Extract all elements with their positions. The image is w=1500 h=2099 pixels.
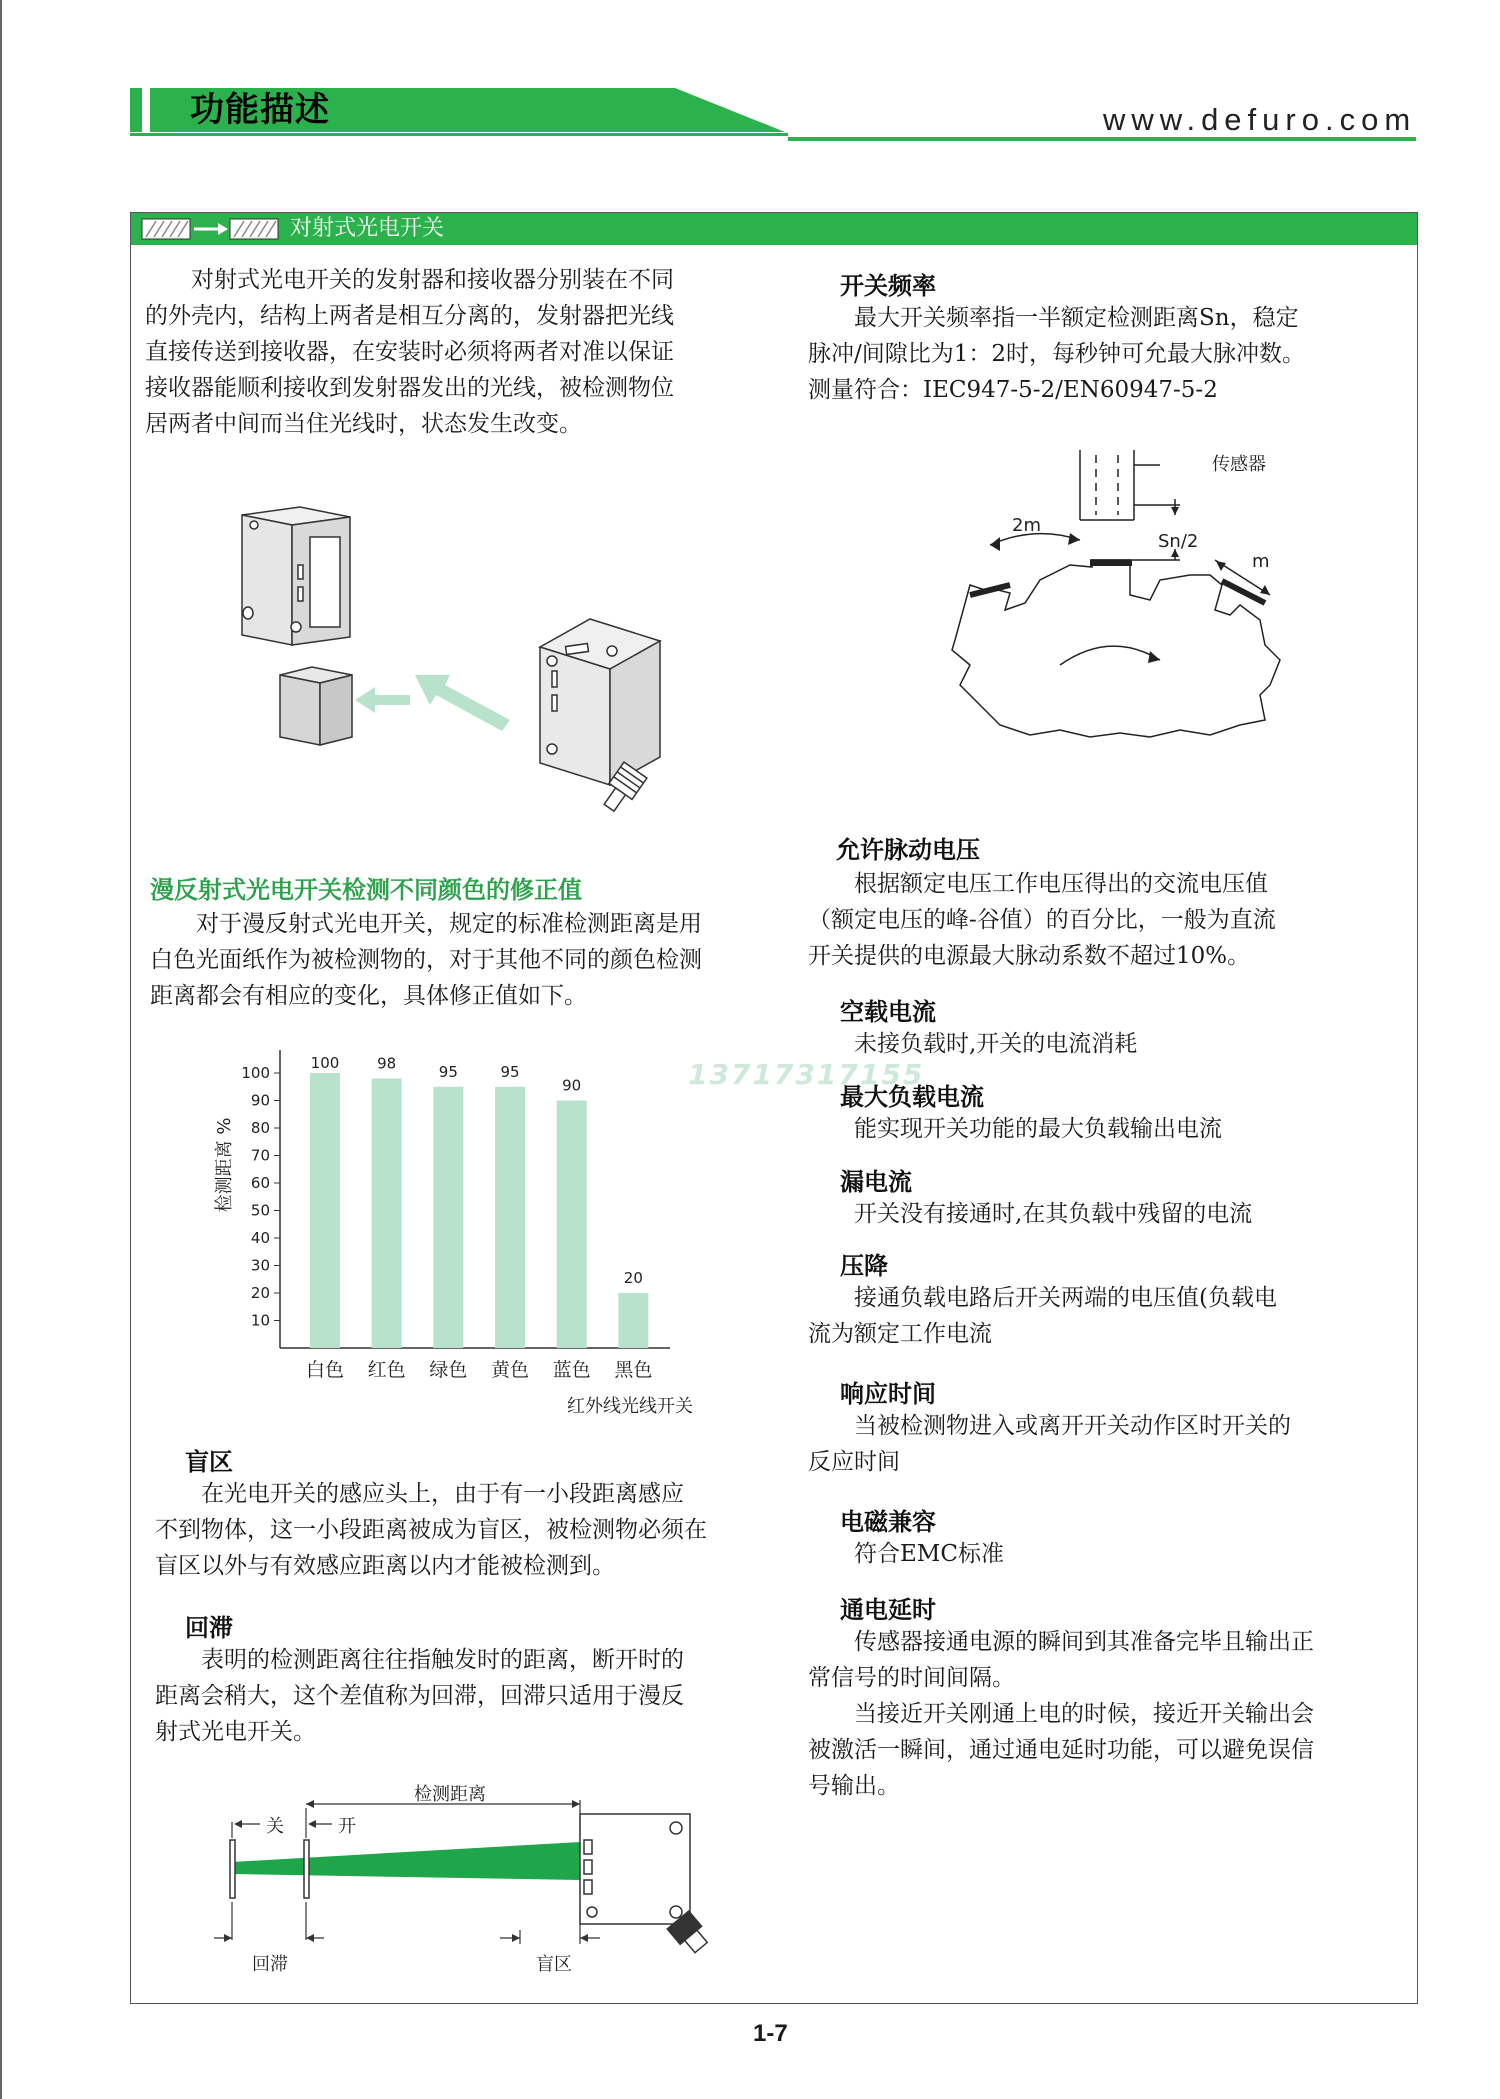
text-line: 测量符合：IEC947-5-2/EN60947-5-2 bbox=[808, 377, 1218, 403]
switching-frequency-paragraph bbox=[808, 300, 1408, 408]
text-line: 脉冲/间隙比为1：2时，每秒钟可允最大脉冲数。 bbox=[808, 341, 1306, 367]
hysteresis-diagram bbox=[200, 1780, 720, 1980]
text-line: 表明的检测距离往往指触发时的距离，断开时的 bbox=[155, 1647, 684, 1673]
text-line: 符合EMC标准 bbox=[808, 1541, 1004, 1567]
response-time-text bbox=[808, 1408, 1408, 1480]
color-correction-heading: 漫反射式光电开关检测不同颜色的修正值 bbox=[150, 876, 582, 904]
text-line: 开关没有接通时,在其负载中残留的电流 bbox=[808, 1201, 1253, 1227]
text-line: 能实现开关功能的最大负载输出电流 bbox=[808, 1116, 1222, 1142]
y-tick-label: 70 bbox=[250, 1146, 270, 1165]
hysteresis-label: 回滞 bbox=[252, 1954, 288, 1975]
text-line: 距离会稍大，这个差值称为回滞，回滞只适用于漫反 bbox=[155, 1683, 684, 1709]
header-rule bbox=[788, 137, 1416, 141]
through-beam-illustration bbox=[230, 495, 710, 825]
text-line: 传感器接通电源的瞬间到其准备完毕且输出正 bbox=[808, 1629, 1314, 1655]
text-line: 常信号的时间间隔。 bbox=[808, 1665, 1015, 1691]
leakage-current-heading: 漏电流 bbox=[840, 1168, 912, 1196]
bar-value-label: 20 bbox=[623, 1269, 643, 1287]
text-line: 未接负载时,开关的电流消耗 bbox=[808, 1031, 1138, 1057]
sensor-label: 传感器 bbox=[1212, 454, 1266, 475]
bar-value-label: 100 bbox=[310, 1054, 340, 1072]
voltage-drop-heading: 压降 bbox=[840, 1252, 888, 1280]
category-label: 绿色 bbox=[429, 1359, 468, 1381]
leakage-current-text bbox=[808, 1196, 1408, 1232]
hysteresis-paragraph bbox=[155, 1642, 775, 1750]
category-label: 红色 bbox=[367, 1359, 406, 1381]
text-line: 在光电开关的感应头上，由于有一小段距离感应 bbox=[155, 1481, 684, 1507]
text-line: 的外壳内，结构上两者是相互分离的，发射器把光线 bbox=[145, 303, 674, 329]
bar-value-label: 95 bbox=[500, 1062, 520, 1081]
section-title: 对射式光电开关 bbox=[290, 216, 445, 241]
bar-5 bbox=[618, 1293, 648, 1348]
emc-heading: 电磁兼容 bbox=[840, 1508, 936, 1536]
emitter-sensor bbox=[242, 507, 350, 645]
y-axis-label: 检测距离 % bbox=[214, 1117, 235, 1213]
y-tick-label: 80 bbox=[250, 1119, 270, 1137]
blind-zone-heading: 盲区 bbox=[185, 1448, 233, 1476]
on-plate bbox=[304, 1840, 309, 1898]
y-tick-label: 60 bbox=[250, 1174, 270, 1192]
text-line: 当被检测物进入或离开开关动作区时开关的 bbox=[808, 1413, 1291, 1439]
y-tick-label: 20 bbox=[250, 1284, 270, 1302]
voltage-drop-text bbox=[808, 1280, 1408, 1352]
emitter-receiver-icon bbox=[140, 217, 280, 241]
detection-beam bbox=[232, 1842, 580, 1880]
bar-3 bbox=[495, 1087, 525, 1348]
chart-caption: 红外线光线开关 bbox=[567, 1396, 693, 1417]
power-on-delay-heading: 通电延时 bbox=[840, 1596, 936, 1624]
switching-frequency-diagram bbox=[940, 445, 1300, 745]
two-m-label: 2m bbox=[1012, 515, 1041, 536]
bar-0 bbox=[310, 1073, 340, 1348]
light-arrows bbox=[355, 675, 510, 731]
bar-2 bbox=[433, 1087, 463, 1348]
sn-half-label: Sn/2 bbox=[1158, 531, 1199, 552]
text-line: 距离都会有相应的变化，具体修正值如下。 bbox=[150, 983, 587, 1009]
emc-text bbox=[808, 1536, 1408, 1572]
receiver-sensor bbox=[540, 619, 660, 816]
bar-value-label: 98 bbox=[377, 1054, 397, 1073]
text-line: 接通负载电路后开关两端的电压值(负载电 bbox=[808, 1285, 1277, 1311]
text-line: 开关提供的电源最大脉动系数不超过10%。 bbox=[808, 943, 1251, 969]
bar-4 bbox=[557, 1101, 587, 1349]
hysteresis-heading: 回滞 bbox=[185, 1614, 233, 1642]
text-line: 号输出。 bbox=[808, 1773, 900, 1799]
text-line: 直接传送到接收器，在安装时必须将两者对准以保证 bbox=[145, 339, 674, 365]
off-label: 关 bbox=[266, 1816, 284, 1837]
text-line: 流为额定工作电流 bbox=[808, 1321, 992, 1347]
y-tick-label: 40 bbox=[250, 1229, 270, 1247]
text-line: 对于漫反射式光电开关，规定的标准检测距离是用 bbox=[150, 911, 702, 937]
page-title: 功能描述 bbox=[190, 90, 330, 130]
blind-zone-label: 盲区 bbox=[536, 1954, 572, 1975]
text-line: 接收器能顺利接收到发射器发出的光线，被检测物位 bbox=[145, 375, 674, 401]
category-label: 白色 bbox=[305, 1359, 345, 1381]
site-url: www.defuro.com bbox=[1103, 102, 1417, 137]
through-beam-paragraph bbox=[145, 262, 765, 442]
text-line: 射式光电开关。 bbox=[155, 1719, 316, 1745]
target-object bbox=[280, 667, 352, 745]
color-correction-paragraph bbox=[150, 906, 780, 1014]
switching-frequency-heading: 开关频率 bbox=[840, 272, 936, 300]
header-rule-left bbox=[130, 133, 788, 136]
text-line: 不到物体，这一小段距离被成为盲区，被检测物必须在 bbox=[155, 1517, 707, 1543]
no-load-current-text bbox=[808, 1026, 1408, 1062]
y-tick-label: 100 bbox=[241, 1064, 270, 1082]
bar-value-label: 95 bbox=[438, 1062, 458, 1081]
off-plate bbox=[230, 1840, 235, 1898]
header-accent bbox=[130, 88, 142, 132]
category-label: 黑色 bbox=[614, 1359, 653, 1381]
on-label: 开 bbox=[338, 1816, 356, 1837]
phone-watermark: 13717317155 bbox=[688, 1058, 925, 1091]
page-edge bbox=[0, 0, 2, 2099]
category-label: 蓝色 bbox=[552, 1359, 591, 1381]
category-label: 黄色 bbox=[490, 1359, 530, 1381]
power-on-delay-text bbox=[808, 1624, 1408, 1804]
m-label: m bbox=[1252, 551, 1270, 572]
text-line: 反应时间 bbox=[808, 1449, 900, 1475]
y-tick-label: 50 bbox=[250, 1201, 270, 1220]
bar-1 bbox=[372, 1079, 402, 1349]
text-line: 居两者中间而当住光线时，状态发生改变。 bbox=[145, 411, 582, 437]
bar-value-label: 90 bbox=[562, 1076, 582, 1095]
text-line: 白色光面纸作为被检测物的，对于其他不同的颜色检测 bbox=[150, 947, 702, 973]
max-load-current-text bbox=[808, 1111, 1408, 1147]
ripple-voltage-text bbox=[808, 866, 1408, 974]
page-number: 1-7 bbox=[753, 2020, 788, 2047]
text-line: 对射式光电开关的发射器和接收器分别装在不同 bbox=[145, 267, 674, 293]
text-line: 盲区以外与有效感应距离以内才能被检测到。 bbox=[155, 1553, 615, 1579]
response-time-heading: 响应时间 bbox=[840, 1380, 936, 1408]
y-tick-label: 90 bbox=[250, 1091, 270, 1110]
y-tick-label: 10 bbox=[250, 1311, 270, 1330]
text-line: 根据额定电压工作电压得出的交流电压值 bbox=[808, 871, 1268, 897]
detect-distance-label: 检测距离 bbox=[414, 1784, 486, 1805]
text-line: 被激活一瞬间，通过通电延时功能，可以避免误信 bbox=[808, 1737, 1314, 1763]
text-line: 当接近开关刚通上电的时候，接近开关输出会 bbox=[808, 1701, 1314, 1727]
color-correction-chart bbox=[200, 1040, 720, 1420]
ripple-voltage-heading: 允许脉动电压 bbox=[836, 836, 980, 864]
blind-zone-paragraph bbox=[155, 1476, 775, 1584]
y-tick-label: 30 bbox=[250, 1256, 270, 1275]
max-load-current-heading: 最大负载电流 bbox=[840, 1083, 984, 1111]
text-line: （额定电压的峰-谷值）的百分比，一般为直流 bbox=[808, 907, 1276, 933]
no-load-current-heading: 空载电流 bbox=[840, 998, 936, 1026]
text-line: 最大开关频率指一半额定检测距离Sn，稳定 bbox=[808, 305, 1299, 331]
diffuse-sensor bbox=[580, 1814, 712, 1957]
